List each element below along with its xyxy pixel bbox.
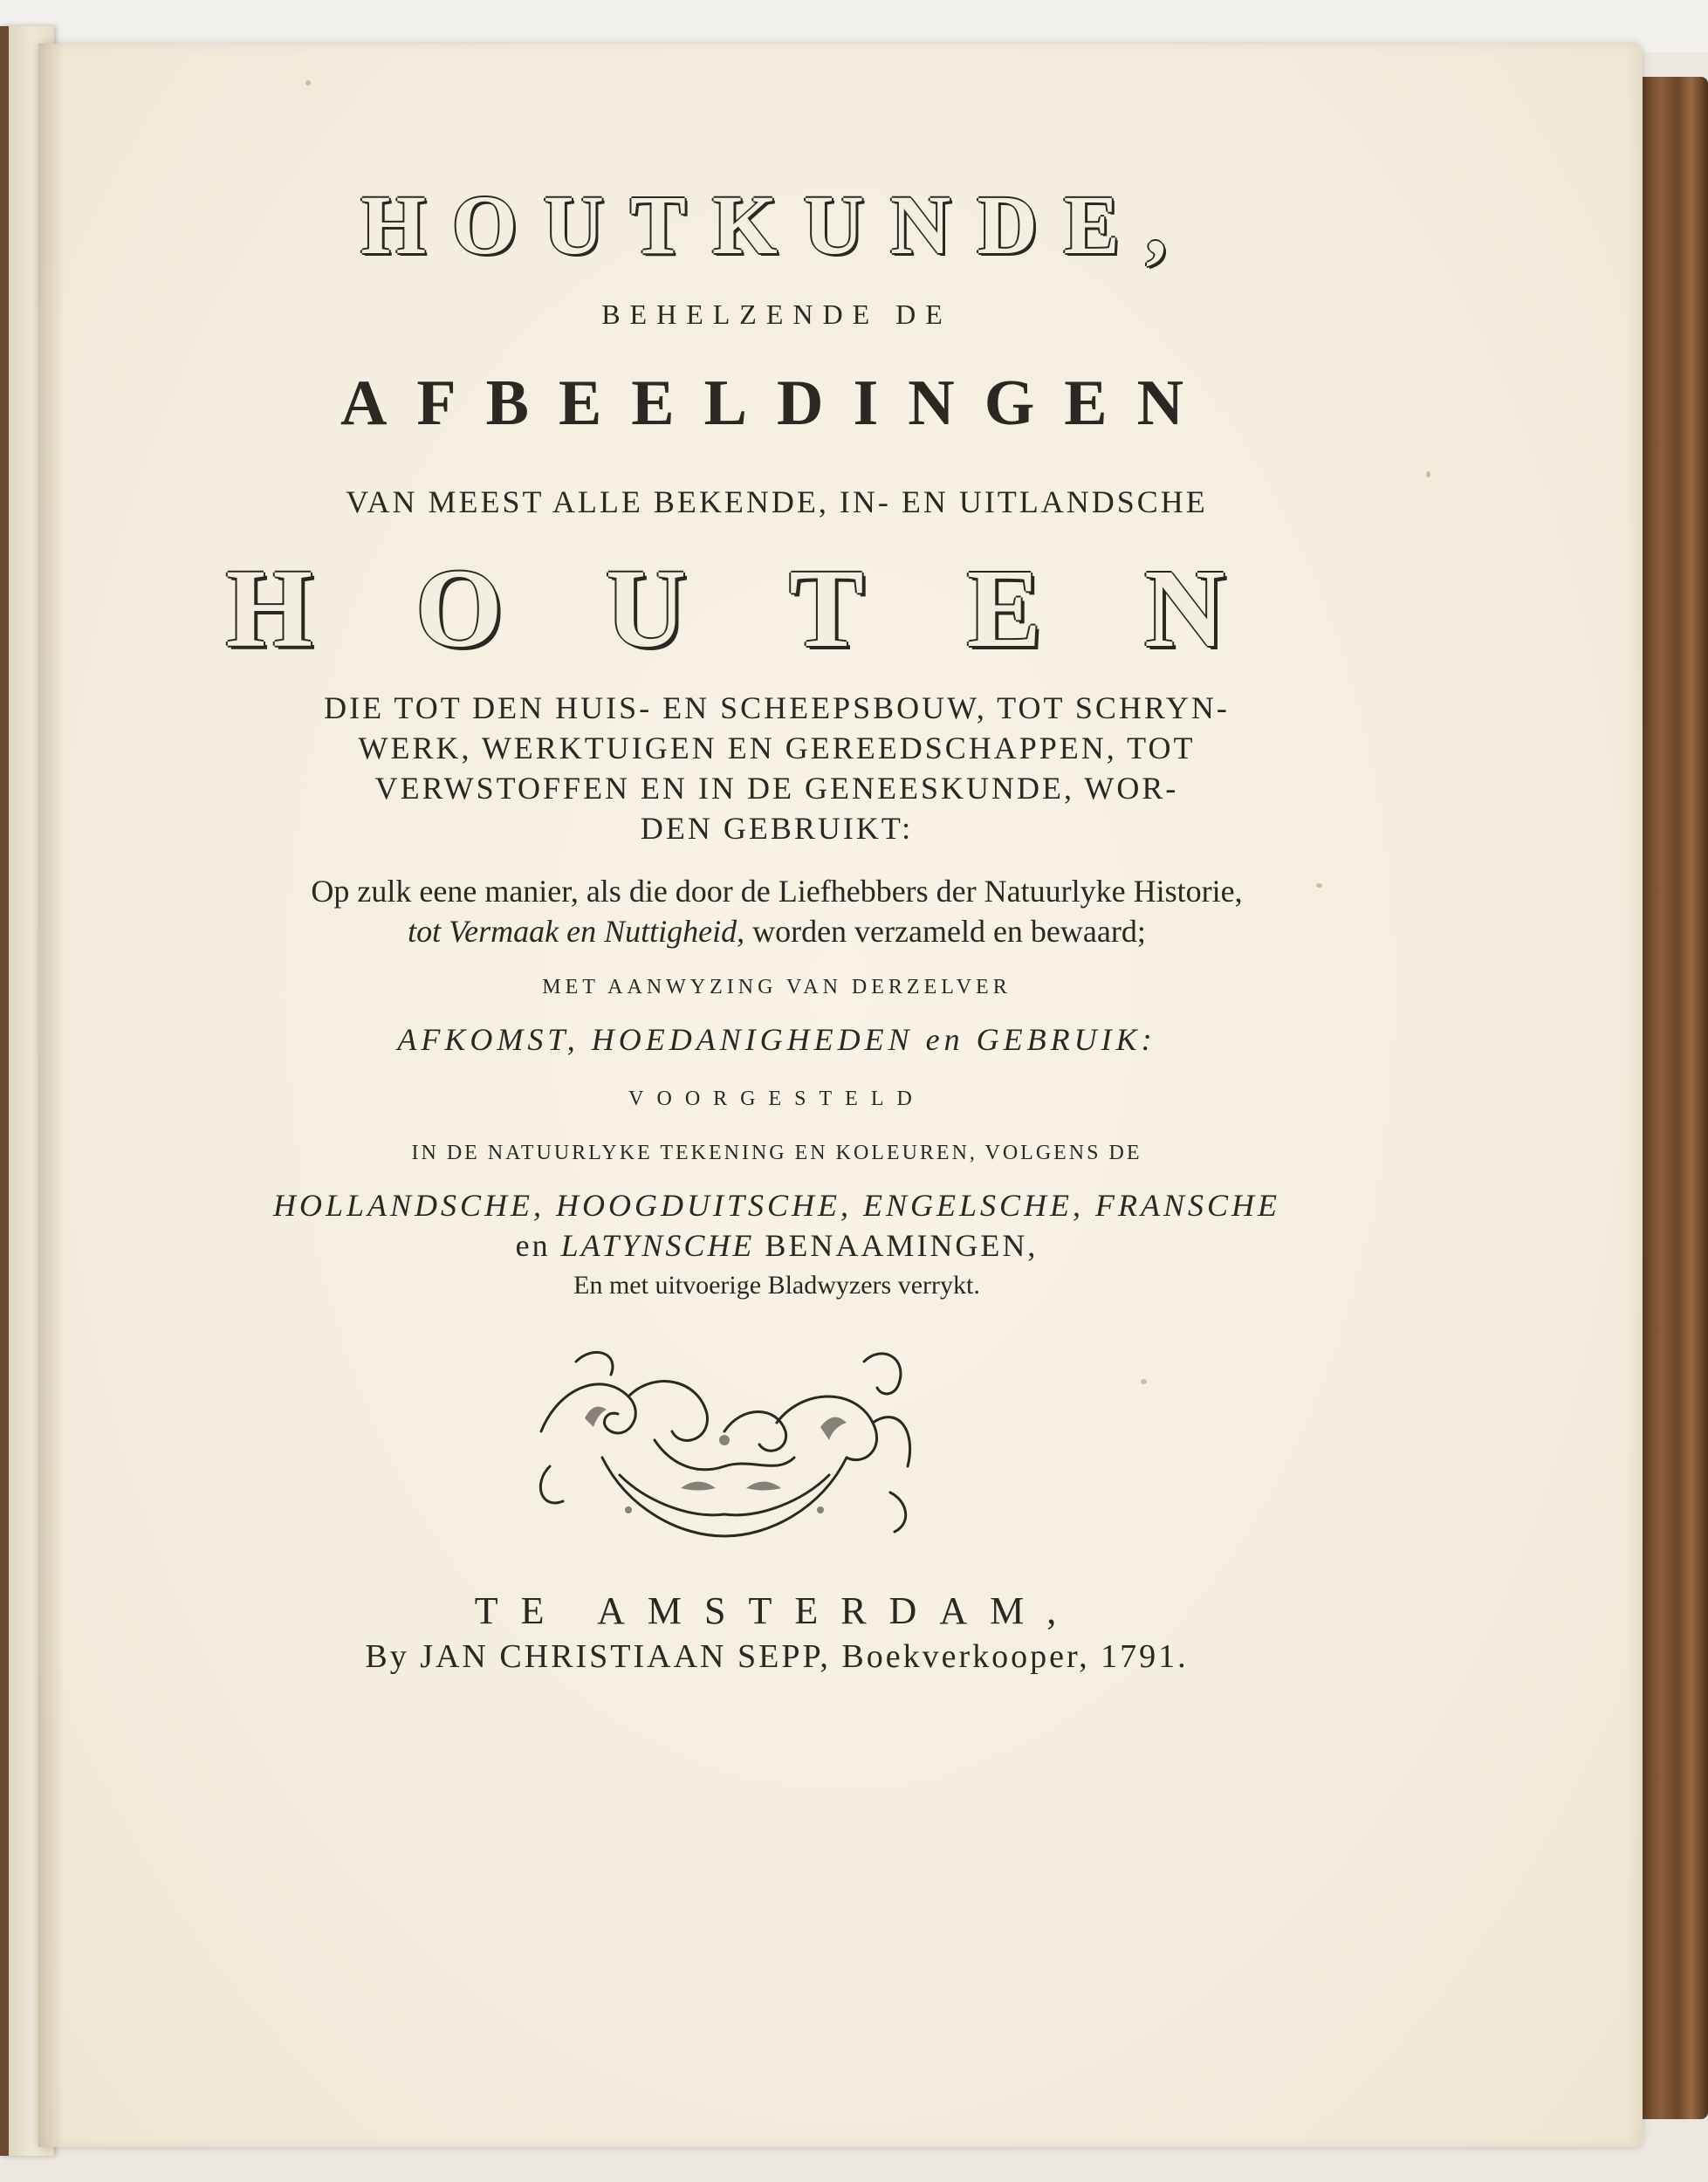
text-afkomst: AFKOMST, HOEDANIGHEDEN en GEBRUIK:: [397, 1022, 1156, 1057]
text-latynsche-rest: BENAAMINGEN,: [754, 1228, 1039, 1263]
rococo-ornament-icon: [524, 1335, 925, 1554]
left-cover-edge: [0, 26, 9, 2156]
foxing-spot: [305, 80, 311, 86]
imprint-city: TE AMSTERDAM,: [474, 1589, 1080, 1632]
book-title: HOUTKUNDE,: [360, 178, 1193, 271]
text-vermaak-rest: worden verzameld en bewaard;: [744, 914, 1146, 949]
subtitle-van-meest: VAN MEEST ALLE BEKENDE, IN- EN UITLANDSCHE: [346, 484, 1208, 519]
text-latynsche-prefix: en: [515, 1228, 561, 1263]
subtitle-afbeeldingen: AFBEELDINGEN: [340, 367, 1214, 439]
text-latynsche-italic: LATYNSCHE: [560, 1228, 755, 1263]
page-gutter-shadow: [38, 44, 65, 2147]
subtitle-behelzende: BEHELZENDE DE: [601, 298, 952, 330]
text-natuurlyke: IN DE NATUURLYKE TEKENING EN KOLEUREN, VOLGENS DE: [411, 1142, 1142, 1164]
description-line: DEN GEBRUIKT:: [640, 811, 914, 846]
text-aanwyzing: MET AANWYZING VAN DERZELVER: [542, 976, 1012, 998]
imprint-publisher: By JAN CHRISTIAAN SEPP, Boekverkooper, 1791.: [365, 1638, 1189, 1675]
description-line: VERWSTOFFEN EN IN DE GENEESKUNDE, WOR-: [374, 771, 1179, 806]
foxing-spot: [1426, 471, 1430, 477]
text-latynsche: [113, 1227, 1440, 1264]
description-line: WERK, WERKTUIGEN EN GEREEDSCHAPPEN, TOT: [358, 731, 1196, 765]
text-hollandsche: HOLLANDSCHE, HOOGDUITSCHE, ENGELSCHE, FRANSCHE: [272, 1188, 1281, 1223]
subtitle-houten: HOUTEN: [225, 546, 1328, 670]
foxing-spot: [1141, 1379, 1147, 1384]
leather-spine: [1641, 77, 1708, 2119]
text-op-zulk: Op zulk eene manier, als die door de Liefhebbers der Natuurlyke Historie,: [311, 874, 1243, 909]
text-voorgesteld: VOORGESTELD: [628, 1088, 925, 1110]
description-line: DIE TOT DEN HUIS- EN SCHEEPSBOUW, TOT SCHRYN-: [324, 690, 1230, 725]
text-uitvoerige: En met uitvoerige Bladwyzers verrykt.: [573, 1271, 980, 1300]
text-vermaak-italic: tot Vermaak en Nuttigheid,: [408, 914, 745, 949]
text-vermaak: [113, 913, 1440, 950]
